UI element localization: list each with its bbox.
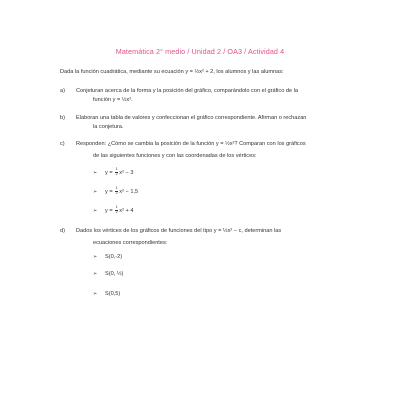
item-c-line2: de las siguientes funciones y con las coordenadas de los vértices: bbox=[93, 153, 257, 159]
item-b bbox=[60, 115, 306, 121]
item-a-marker: a) bbox=[60, 88, 65, 94]
vertex-d-2-text: S(0, ½) bbox=[105, 271, 124, 277]
function-c-1 bbox=[93, 168, 133, 177]
intro-text: Dada la función cuadrática, mediante su ecuación y = ½x² + 2, los alumnos y las alumnas: bbox=[60, 69, 284, 75]
vertex-d-2 bbox=[93, 271, 123, 277]
item-c-line1: Responden: ¿Cómo se cambia la posición de la función y = ½x²? Comparan con los gráficos bbox=[76, 141, 306, 147]
bullet-icon: ➢ bbox=[93, 271, 98, 277]
item-a-line1: Conjeturan acerca de la forma y la posición del gráfico, comparándolo con el gráfico de la bbox=[76, 88, 299, 94]
bullet-icon: ➢ bbox=[93, 188, 98, 195]
item-a-line2: función y = ½x². bbox=[93, 97, 133, 103]
item-d-marker: d) bbox=[60, 228, 65, 234]
vertex-d-1-text: S(0,-2) bbox=[105, 254, 123, 260]
item-c bbox=[60, 141, 306, 147]
item-a bbox=[60, 88, 298, 94]
function-c-1-post: x² − 3 bbox=[119, 169, 134, 176]
fraction: $\frac{1}{2}$ bbox=[115, 167, 118, 176]
function-c-1-pre: y = bbox=[105, 169, 115, 176]
function-c-3 bbox=[93, 206, 133, 215]
page-title: Matemática 2° medio / Unidad 2 / OA3 / Actividad 4 bbox=[115, 47, 285, 56]
bullet-icon: ➢ bbox=[93, 291, 98, 297]
item-b-line1: Elaboran una tabla de valores y confeccionan el gráfico correspondiente. Afirman o rechazan bbox=[76, 115, 307, 121]
item-d-line2: ecuaciones correspondientes: bbox=[93, 240, 168, 246]
item-b-marker: b) bbox=[60, 115, 65, 121]
item-d bbox=[60, 228, 281, 234]
function-c-3-pre: y = bbox=[105, 207, 115, 214]
vertex-d-3 bbox=[93, 291, 120, 297]
bullet-icon: ➢ bbox=[93, 207, 98, 214]
vertex-d-3-text: S(0,5) bbox=[105, 291, 121, 297]
item-b-line2: la conjetura. bbox=[93, 124, 124, 130]
item-c-marker: c) bbox=[60, 141, 65, 147]
function-c-3-post: x² + 4 bbox=[119, 207, 134, 214]
item-d-line1: Dados los vértices de los gráficos de funciones del tipo y = ½x² − c, determinan las bbox=[76, 228, 282, 234]
function-c-2-post: x² − 1,5 bbox=[119, 188, 139, 195]
bullet-icon: ➢ bbox=[93, 254, 98, 260]
fraction: $\frac{1}{2}$ bbox=[115, 205, 118, 214]
bullet-icon: ➢ bbox=[93, 169, 98, 176]
function-c-2 bbox=[93, 187, 138, 196]
fraction: $\frac{1}{2}$ bbox=[115, 186, 118, 195]
vertex-d-1 bbox=[93, 254, 122, 260]
function-c-2-pre: y = bbox=[105, 188, 115, 195]
